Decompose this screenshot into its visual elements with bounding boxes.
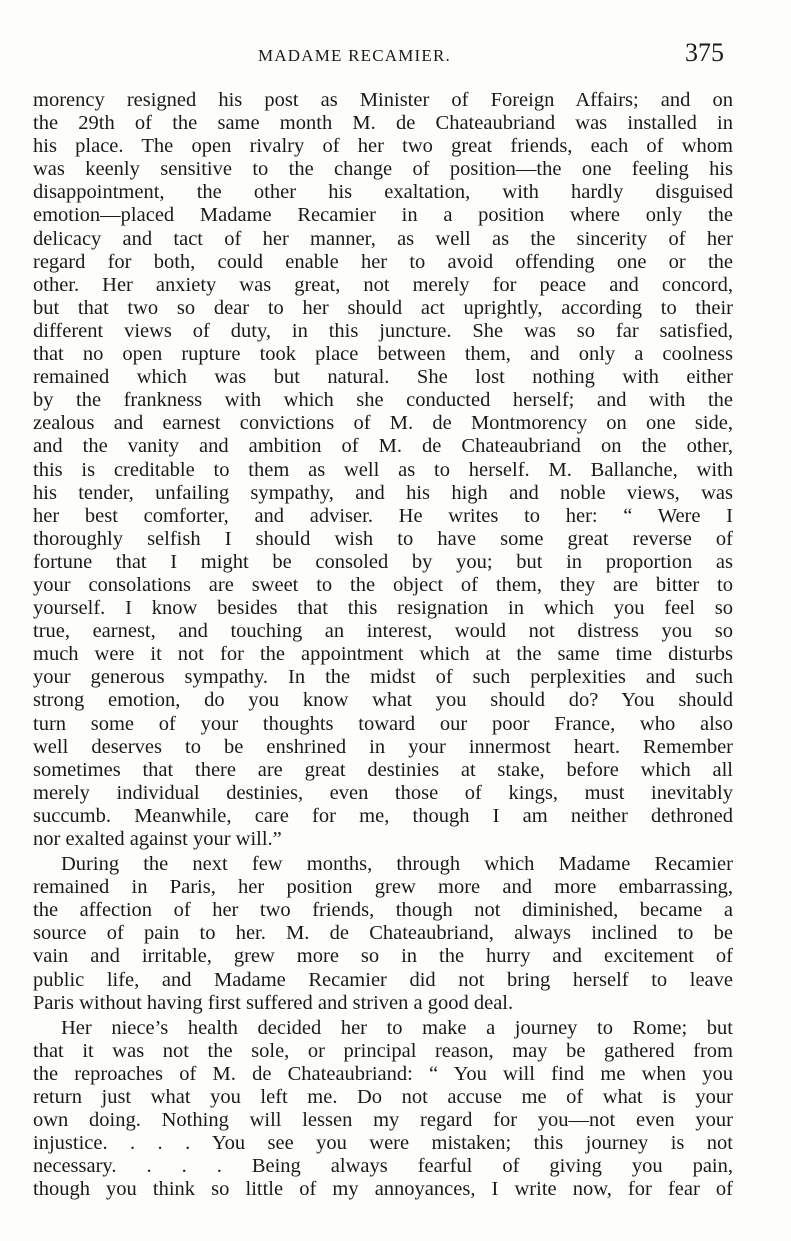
text-line: public life, and Madame Recamier did not bring herself to leave xyxy=(33,968,733,991)
text-line: emotion—placed Madame Recamier in a position where only the xyxy=(33,204,733,227)
text-line: his place. The open rivalry of her two great friends, each of whom xyxy=(33,135,733,158)
text-line: own doing. Nothing will lessen my regard for you—not even your xyxy=(33,1109,733,1132)
text-line: that no open rupture took place between them, and only a coolness xyxy=(33,343,733,366)
text-line: remained in Paris, her position grew more and more embarrassing, xyxy=(33,876,733,899)
text-line: sometimes that there are great destinies at stake, before which all xyxy=(33,758,733,781)
body-text xyxy=(33,89,733,1202)
text-line: thoroughly selfish I should wish to have some great reverse of xyxy=(33,527,733,550)
text-line: morency resigned his post as Minister of Foreign Affairs; and on xyxy=(33,89,733,111)
text-line: his tender, unfailing sympathy, and his high and noble views, was xyxy=(33,481,733,504)
text-line: true, earnest, and touching an interest, would not distress you so xyxy=(33,620,733,643)
text-line: fortune that I might be consoled by you; but in proportion as xyxy=(33,550,733,573)
text-line: that it was not the sole, or principal reason, may be gathered from xyxy=(33,1039,733,1062)
text-line: turn some of your thoughts toward our poor France, who also xyxy=(33,712,733,735)
text-line: though you think so little of my annoyances, I write now, for fear of xyxy=(33,1178,733,1201)
text-line: During the next few months, through which Madame Recamier xyxy=(61,853,733,876)
text-line: the affection of her two friends, though not diminished, became a xyxy=(33,899,733,922)
text-line: yourself. I know besides that this resignation in which you feel so xyxy=(33,597,733,620)
text-line: nor exalted against your will.” xyxy=(33,828,282,850)
text-line: was keenly sensitive to the change of position—the one feeling his xyxy=(33,158,733,181)
text-line: regard for both, could enable her to avoid offending one or the xyxy=(33,250,733,273)
text-line: injustice. . . . You see you were mistaken; this journey is not xyxy=(33,1132,733,1155)
text-line: Her niece’s health decided her to make a journey to Rome; but xyxy=(61,1016,733,1039)
text-line: return just what you left me. Do not accuse me of what is your xyxy=(33,1086,733,1109)
text-line: strong emotion, do you know what you should do? You should xyxy=(33,689,733,712)
text-line: the 29th of the same month M. de Chateaubriand was installed in xyxy=(33,112,733,135)
text-line: vain and irritable, grew more so in the hurry and excitement of xyxy=(33,945,733,968)
paragraph xyxy=(33,853,733,1015)
text-line: your consolations are sweet to the object of them, they are bitter to xyxy=(33,573,733,596)
paragraph xyxy=(33,1017,733,1202)
text-line: other. Her anxiety was great, not merely for peace and concord, xyxy=(33,273,733,296)
paragraph xyxy=(33,89,733,851)
text-line: different views of duty, in this juncture. She was so far satisfied, xyxy=(33,319,733,342)
text-line: but that two so dear to her should act uprightly, according to their xyxy=(33,296,733,319)
page-number: 375 xyxy=(685,38,724,67)
text-line: zealous and earnest convictions of M. de Montmorency on one side, xyxy=(33,412,733,435)
text-line: disappointment, the other his exaltation, with hardly disguised xyxy=(33,181,733,204)
text-line: necessary. . . . Being always fearful of giving you pain, xyxy=(33,1155,733,1178)
text-line: succumb. Meanwhile, care for me, though I am neither dethroned xyxy=(33,804,733,827)
text-line: merely individual destinies, even those of kings, must inevitably xyxy=(33,781,733,804)
text-line: and the vanity and ambition of M. de Chateaubriand on the other, xyxy=(33,435,733,458)
text-line: the reproaches of M. de Chateaubriand: “ You will find me when you xyxy=(33,1062,733,1085)
text-line: by the frankness with which she conducted herself; and with the xyxy=(33,389,733,412)
running-title: MADAME RECAMIER. xyxy=(258,46,451,65)
text-line: Paris without having first suffered and striven a good deal. xyxy=(33,991,514,1014)
text-line: remained which was but natural. She lost nothing with either xyxy=(33,366,733,389)
text-line: source of pain to her. M. de Chateaubriand, always inclined to be xyxy=(33,922,733,945)
text-line: this is creditable to them as well as to herself. M. Ballanche, with xyxy=(33,458,733,481)
running-head xyxy=(0,38,791,78)
text-line: your generous sympathy. In the midst of such perplexities and such xyxy=(33,666,733,689)
text-line: well deserves to be enshrined in your innermost heart. Remember xyxy=(33,735,733,758)
text-line: much were it not for the appointment which at the same time disturbs xyxy=(33,643,733,666)
text-line: delicacy and tact of her manner, as well as the sincerity of her xyxy=(33,227,733,250)
text-line: her best comforter, and adviser. He writes to her: “ Were I xyxy=(33,504,733,527)
